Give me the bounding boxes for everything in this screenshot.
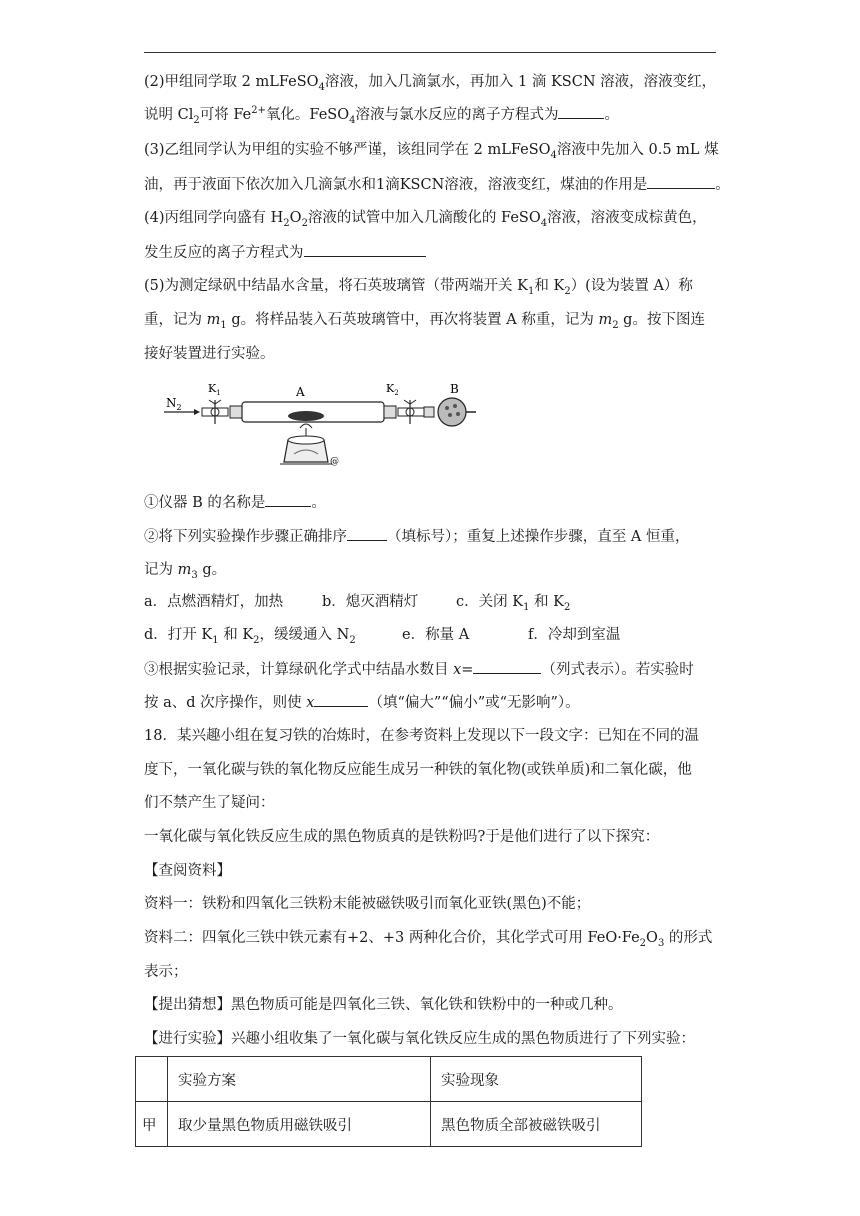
answer-blank[interactable] (558, 104, 604, 119)
q17-part2-line2: 说明 $Cl_2$可将 $Fe^{2+}$氧化。FeSO$_4$溶液与氯水反应的离子方程式为 。 (144, 105, 619, 126)
q18-experiment-intro: 【进行实验】兴趣小组收集了一氧化碳与氧化铁反应生成的黑色物质进行了下列实验： (144, 1031, 695, 1047)
q18-line3: 们不禁产生了疑问： (144, 795, 275, 811)
q17-sub3-line1: ③根据实验记录，计算绿矾化学式中结晶水数目 x= （列式表示）。若实验时 (144, 659, 694, 680)
answer-blank[interactable] (314, 692, 368, 707)
label-a: A (296, 385, 305, 399)
q17-part5-line3: 接好装置进行实验。 (144, 346, 275, 362)
q17-sub1: ①仪器 B 的名称是 。 (144, 492, 326, 513)
table-cell: 黑色物质全部被磁铁吸引 (431, 1102, 642, 1147)
q17-part4-line1: (4)丙组同学向盛有 $H_2O_2$溶液的试管中加入几滴酸化的 FeSO$_4$溶液，溶液变成棕黄色， (144, 210, 707, 229)
valve-k1 (202, 400, 228, 424)
sample (288, 411, 324, 421)
q17-sub3-line2: 按 a、d 次序操作，则使 x （填“偏大”“偏小”或“无影响”）。 (144, 692, 580, 713)
q17-option-d: d．打开 $K_1$ 和 $K_2$，缓缓通入 $N_2$ (144, 627, 356, 646)
stopper-right (384, 406, 396, 418)
q17-part2-line1: (2)甲组同学取 2 mLFeSO$_4$溶液，加入几滴氯水，再加入 1 滴 KSCN 溶液，溶液变红， (144, 74, 717, 93)
q17-part4-line2: 发生反应的离子方程式为 (144, 242, 426, 263)
q17-option-a: a．点燃酒精灯，加热 (144, 594, 284, 610)
q18-material-2-cont: 表示； (144, 964, 188, 980)
q17-part3-line2: 油，再于液面下依次加入几滴氯水和1滴KSCN溶液，溶液变红，煤油的作用是 。 (144, 174, 730, 195)
valve-k2 (398, 400, 424, 424)
drying-tube-b (438, 398, 476, 426)
label-k1: $K_1$ (208, 382, 221, 397)
answer-blank[interactable] (347, 526, 387, 541)
answer-blank[interactable] (647, 174, 715, 189)
q17-part5-line2: 重，记为 $m_1$ g。将样品装入石英玻璃管中，再次将装置 A 称重，记为 $m_2$ g。按下图连 (144, 312, 705, 331)
table-header-cell (136, 1057, 168, 1102)
table-cell: 取少量黑色物质用磁铁吸引 (168, 1102, 431, 1147)
answer-blank[interactable] (265, 492, 311, 507)
answer-blank[interactable] (473, 659, 541, 674)
label-b: B (450, 382, 459, 396)
q18-material-1: 资料一：铁粉和四氧化三铁粉末能被磁铁吸引而氧化亚铁(黑色)不能； (144, 896, 591, 912)
label-n2: $N_2$ (166, 396, 182, 412)
label-at: @ (330, 457, 339, 467)
experiment-table (135, 1056, 642, 1147)
apparatus-figure (160, 382, 480, 470)
q17-option-f: f．冷却到室温 (528, 627, 621, 643)
alcohol-lamp (280, 424, 332, 464)
q17-part3-line1: (3)乙组同学认为甲组的实验不够严谨，该组同学在 2 mLFeSO$_4$溶液中先加入 0.5 mL 煤 (144, 142, 719, 161)
q17-sub2-line2: 记为 $m_3$ g。 (144, 562, 227, 581)
table-cell: 甲 (136, 1102, 168, 1147)
q17-part5-line1: (5)为测定绿矾中结晶水含量，将石英玻璃管（带两端开关 $K_1$和 $K_2$）(设为装置 A）称 (144, 278, 693, 297)
q17-sub2-line1: ②将下列实验操作步骤正确排序 （填标号）；重复上述操作步骤，直至 A 恒重， (144, 526, 689, 547)
answer-blank[interactable] (304, 242, 426, 257)
q18-section-lookup: 【查阅资料】 (144, 863, 231, 879)
header-rule (144, 52, 716, 53)
stopper-left (230, 406, 242, 418)
table-header-cell: 实验现象 (431, 1057, 642, 1102)
q17-option-b: b．熄灭酒精灯 (322, 594, 419, 610)
table-header-row (136, 1057, 642, 1102)
q17-option-e: e．称量 A (402, 627, 470, 643)
table-header-cell: 实验方案 (168, 1057, 431, 1102)
label-k2: $K_2$ (386, 382, 399, 397)
q18-line2: 度下，一氧化碳与铁的氧化物反应能生成另一种铁的氧化物(或铁单质)和二氧化碳，他 (144, 762, 692, 778)
q18-hypothesis: 【提出猜想】黑色物质可能是四氧化三铁、氧化铁和铁粉中的一种或几种。 (144, 997, 623, 1013)
q18-material-2: 资料二：四氧化三铁中铁元素有+2、+3 两种化合价，其化学式可用 $FeO\cdot Fe_2O_3$ 的形式 (144, 930, 713, 949)
table-row (136, 1102, 642, 1147)
q18-line4: 一氧化碳与氧化铁反应生成的黑色物质真的是铁粉吗?于是他们进行了以下探究： (144, 829, 660, 845)
q18-line1: 18．某兴趣小组在复习铁的冶炼时，在参考资料上发现以下一段文字：已知在不同的温 (144, 728, 699, 744)
q17-option-c: c．关闭 $K_1$ 和 $K_2$ (456, 594, 571, 613)
